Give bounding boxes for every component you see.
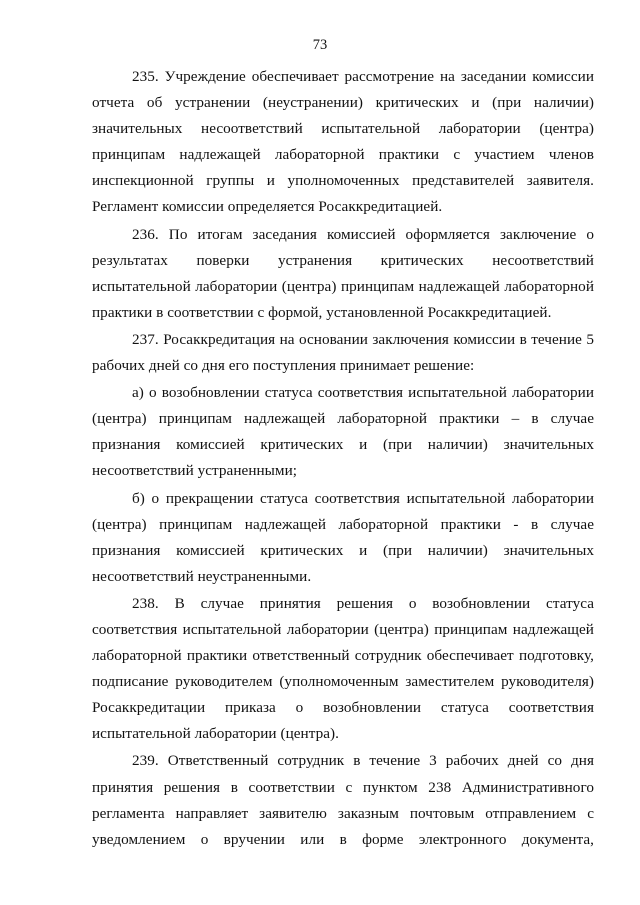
paragraph-237: 237. Росаккредитация на основании заключения комиссии в течение 5 рабочих дней со дня его поступления принимает решение: (92, 330, 594, 375)
paragraph-238: 238. В случае принятия решения о возобновлении статуса соответствия испытательной лаборатории (центра) принципам надлежащей лабораторной практики ответственный сотрудник обеспечивает подготовку, подписание руководителем (уполномоченным заместителем руководителя) Росаккредитации приказа о возобновлении статуса соответствия испытательной лаборатории (центра). (92, 594, 594, 743)
document-body (92, 64, 594, 854)
paragraph-236: 236. По итогам заседания комиссией оформляется заключение о результатах поверки устранения критических несоответствий испытательной лаборатории (центра) принципам надлежащей лабораторной практики в соответствии с формой, установленной Росаккредитацией. (92, 225, 594, 321)
paragraph-239: 239. Ответственный сотрудник в течение 3 рабочих дней со дня принятия решения в соответствии с пунктом 238 Административного регламента направляет заявителю заказным почтовым отправлением с уведомлением о вручении или в форме электронного документа, (92, 752, 594, 848)
paragraph-235: 235. Учреждение обеспечивает рассмотрение на заседании комиссии отчета об устранении (неустранении) критических и (при наличии) значительных несоответствий испытательной лаборатории (центра) принципам надлежащей лабораторной практики с участием членов инспекционной группы и уполномоченных представителей заявителя. Регламент комиссии определяется Росаккредитацией. (92, 68, 594, 216)
paragraph-237-b: б) о прекращении статуса соответствия испытательной лаборатории (центра) принципам надлежащей лабораторной практики - в случае признания комиссией критических и (при наличии) значительных несоответствий неустраненными. (92, 489, 594, 585)
paragraph-237-a: а) о возобновлении статуса соответствия испытательной лаборатории (центра) принципам надлежащей лабораторной практики – в случае признания комиссией критических и (при наличии) значительных несоответствий устраненными; (92, 384, 594, 480)
page-number: 73 (312, 37, 328, 53)
